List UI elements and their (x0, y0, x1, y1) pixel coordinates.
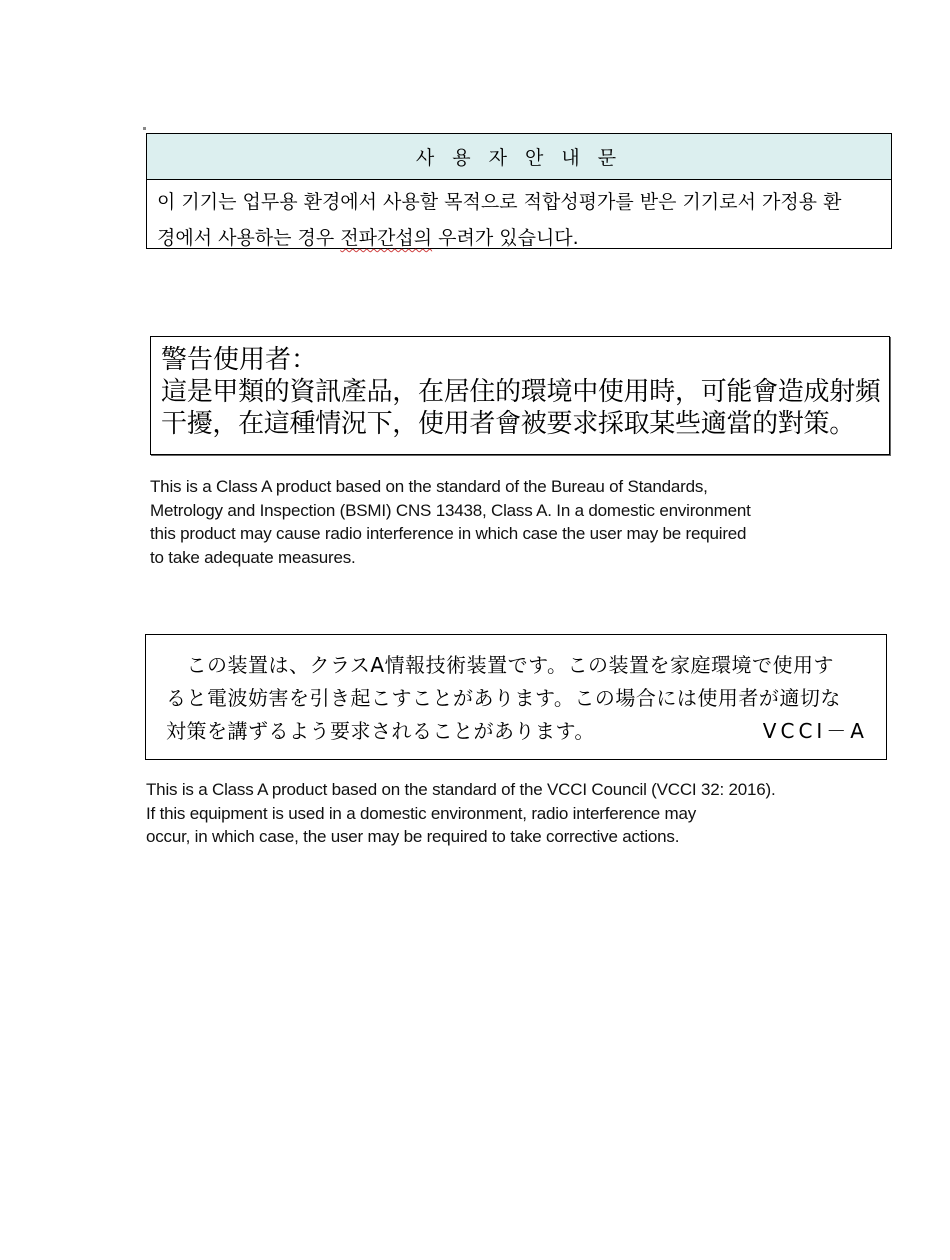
korean-notice-heading: 사 용 자 안 내 문 (147, 134, 891, 180)
taiwan-warning-line-1: 這是甲類的資訊產品，在居住的環境中使用時，可能會造成射頻 (161, 377, 881, 407)
korean-line-1: 이 기기는 업무용 환경에서 사용할 목적으로 적합성평가를 받은 기기로서 가정용 환 (157, 191, 842, 213)
taiwan-warning-box (150, 336, 890, 455)
bsmi-line: Metrology and Inspection (BSMI) CNS 13438, Class A. In a domestic environment (150, 500, 751, 520)
vcci-japanese-box (145, 634, 887, 760)
vcci-japanese-line-2: ると電波妨害を引き起こすことがあります。この場合には使用者が適切な (166, 686, 841, 710)
vcci-japanese-line-3 (166, 715, 870, 748)
vcci-japanese-line-1: この装置は、クラスA情報技術装置です。この装置を家庭環境で使用す (166, 653, 834, 677)
page-marker (143, 127, 146, 130)
bsmi-line: to take adequate measures. (150, 547, 356, 567)
vcci-english-statement (146, 778, 866, 849)
taiwan-warning-title: 警告使用者： (161, 345, 318, 375)
vcci-japanese-line-3-text: 対策を講ずるよう要求されることがあります。 (166, 719, 595, 743)
bsmi-line: This is a Class A product based on the standard of the Bureau of Standards, (150, 477, 708, 496)
korean-line-2-start: 경에서 사용하는 경우 (157, 227, 341, 249)
vcci-line: If this equipment is used in a domestic environment, radio interference may (146, 803, 697, 823)
taiwan-warning-line-2: 干擾，在這種情況下，使用者會被要求採取某些適當的對策。 (161, 409, 855, 439)
korean-line-2-end: 우려가 있습니다. (432, 227, 579, 249)
vcci-line: occur, in which case, the user may be required to take corrective actions. (146, 827, 680, 846)
bsmi-english-statement (150, 475, 850, 569)
spellcheck-word: 전파간섭의 (340, 227, 433, 249)
korean-notice-body (147, 180, 891, 256)
korean-notice-box (146, 133, 892, 249)
vcci-class-mark: VCCI－A (762, 719, 868, 743)
korean-line-2 (157, 220, 883, 256)
bsmi-line: this product may cause radio interference in which case the user may be required (150, 524, 747, 543)
vcci-line: This is a Class A product based on the standard of the VCCI Council (VCCI 32: 2016). (146, 780, 776, 799)
